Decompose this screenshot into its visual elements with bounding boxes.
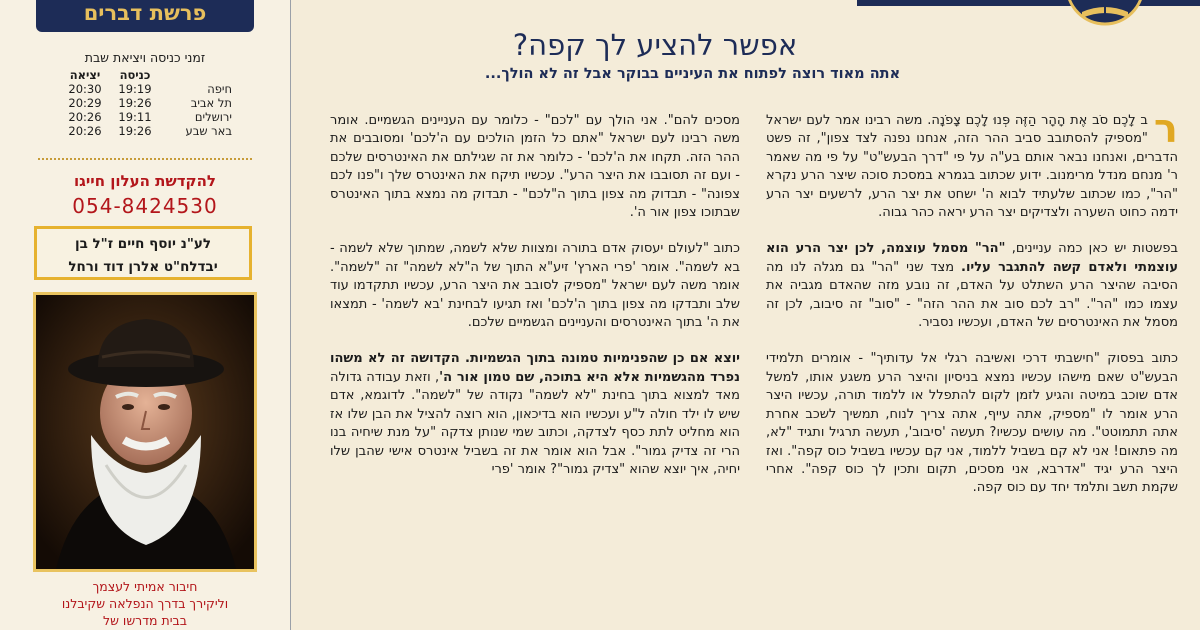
- exit-time: 20:30: [68, 82, 102, 96]
- entry-time: 19:26: [118, 96, 152, 110]
- entry-header: כניסה: [119, 68, 151, 82]
- caption-line: בבית מדרשו של: [102, 613, 187, 628]
- shabbat-times-title: זמני כניסה ויציאת שבת: [84, 50, 206, 65]
- exit-time: 20:26: [68, 110, 102, 124]
- publication-logo-icon: [1060, 0, 1150, 26]
- article-column-right: [766, 106, 1178, 516]
- city-name: ירושלים: [194, 110, 232, 124]
- paragraph: בפשטות יש כאן כמה עניינים, "הר" מסמל עוצמה, לכן יצר הרע הוא עוצמתי ולאדם קשה להתגבר עליו. מצד שני "הר" גם מגלה לנו מה הסיבה שהיצר הרע השתלט על האדם, זה נובע מזה שהאדם מגביה את עצמו כמו "הר". "רב לכם סוב את ההר הזה" - "סוב" זה סיבוב, לכן זה מסמל את האינטרסים של האדם, ועכשיו נסביר.: [766, 241, 1178, 331]
- memorial-line: לע"נ יוסף חיים ז"ל בן: [74, 236, 212, 252]
- entry-time: 19:11: [118, 110, 152, 124]
- exit-header: יציאה: [69, 68, 101, 82]
- sidebar: [0, 0, 290, 630]
- portrait-illustration: [36, 295, 254, 569]
- caption-line: חיבור אמיתי לעצמך: [92, 579, 198, 594]
- exit-time: 20:29: [68, 96, 102, 110]
- city-name: תל אביב: [190, 96, 232, 110]
- caption-line: וליקירך בדרך הנפלאה שקיבלנו: [61, 596, 229, 611]
- article-headline: אפשר להציע לך קפה?: [512, 28, 798, 62]
- shabbat-times-header: [60, 68, 232, 82]
- city-name: באר שבע: [185, 124, 232, 138]
- article-column-left: [330, 112, 740, 497]
- table-row: [60, 82, 232, 96]
- drop-cap: ר: [1153, 106, 1178, 152]
- city-name: חיפה: [207, 82, 232, 96]
- dotted-divider: [38, 158, 252, 160]
- portrait-caption: [36, 578, 254, 629]
- paragraph: כתוב בפסוק "חישבתי דרכי ואשיבה רגלי אל עדותיך" - אומרים תלמידי הבעש"ט שאם מישהו עכשיו נמצא בניסיון והיצר הרע משגע אותו, למשל אדם שוכב במיטה והגיע לזמן לקום להתפלל או ללמוד תורה, עכשיו היצר הרע אומר לו "מספיק, אתה עייף, אתה צריך לנוח, תמשיך לשכב אחרת אתה תתמוטט". מה עושים עכשיו? תעשה 'סיבוב', תעשה תרגיל ותגיד "לא, מה פתאום! אני לא קם בשביל ללמוד, אני קם עכשיו בשביל כוס קפה". ואז היצר הרע יגיד "אדרבא, אני מסכים, תקום ותכין לך כוס קפה". אחרי שקמת תשב ותלמד יחד עם כוס קפה.: [766, 351, 1178, 496]
- paragraph: כתוב "לעולם יעסוק אדם בתורה ומצוות שלא לשמה, שמתוך שלא לשמה - בא לשמה". אומר 'פרי הארץ' זיע"א התוך של ה"לא לשמה" זה "לשמה". אומר משה לעם ישראל "מספיק לסובב את היצר הרע, עכשיו תתקדמו עוד שלב ותבדקו מה צפון בתוך ה'לכם' ואז תגיעו לבחינת 'בא לשמה' - תמצאו את ה' בתוך האינטרסים והעניינים הגשמיים שלכם.: [330, 241, 740, 331]
- table-row: [60, 124, 232, 138]
- column-divider: [290, 0, 291, 630]
- paragraph: יוצא אם כן שהפנימיות טמונה בתוך הגשמיות. הקדושה זה לא משהו נפרד מהגשמיות אלא היא בתוכה, שם טמון אור ה', וזאת עבודה גדולה מאד למצוא בתוך בחינת "לא לשמה" נקודה של "לשמה". לדוגמא, אדם שיש לו ילד חולה ל"ע ועכשיו הוא בדיכאון, הוא רוצה להציל את הבן שלו אז הוא מחליט לתת כסף לצדקה, וכתוב שמי שנותן צדקה "על מנת שיחיה בנו הרי זה צדיק גמור". אבל הוא אומר את זה בשביל אינטרס אישי שהבן שלו יחיה, איך יוצא שהוא "צדיק גמור"? אומר 'פרי: [330, 351, 740, 477]
- dedication-label: להקדשת העלון חייגו: [74, 172, 216, 190]
- entry-time: 19:19: [118, 82, 152, 96]
- rabbi-portrait: [33, 292, 257, 572]
- entry-time: 19:26: [118, 124, 152, 138]
- shabbat-times-table: [60, 68, 232, 138]
- memorial-box: [34, 226, 252, 280]
- memorial-line: יבדלח"ט אלרן דוד ורחל: [68, 259, 218, 275]
- paragraph: ר ב לָכֶם סֹב אֶת הָהָר הַזֶּה פְּנוּ לָכֶם צָפֹנָה. משה רבינו אמר לעם ישראל "מספיק להסתובב סביב ההר הזה, אנחנו נפנה לצד צפון", זה פשט הדברים, ואנחנו נבאר אותם בע"ה על פי "דרך הבעש"ט" על פי מה שאמר ר' מנחם מנדל מרימנוב. ידוע שכתוב בגמרא במסכת סוכה שיצר הרע נקרא "הר", כמו שכתוב שלעתיד לבוא ה' ישחט את יצר הרע, לרשעים יצר הרע ידמה כחוט השערה ולצדיקים יצר הרע יראה כהר גבוה.: [766, 106, 1178, 221]
- emphasis: "הר" מסמל עוצמה, לכן יצר הרע הוא עוצמתי ולאדם קשה להתגבר עליו.: [766, 241, 1178, 275]
- paragraph: מסכים להם". אני הולך עם "לכם" - כלומר עם העניינים הגשמיים. אומר משה רבינו לעם ישראל "אתם כל הזמן הולכים עם ה'לכם' ומסובבים את ההר הזה. תקחו את ה'לכם' - כלומר את זה שגילתם את האינטרסים שלכם - ועם זה תסובבו את היצר הרע". עכשיו תיקח את האינטרס שלך ו"פנו לכם צפונה" - תבדוק מה צפון בתוך ה"לכם" - תבדוק מה נמצא בתוך האינטרס שבתוכו צפון אור ה'.: [330, 113, 740, 221]
- table-row: [60, 96, 232, 110]
- table-row: [60, 110, 232, 124]
- dedication-phone[interactable]: 054-8424530: [72, 194, 218, 218]
- emphasis: יוצא אם כן שהפנימיות טמונה בתוך הגשמיות. הקדושה זה לא משהו נפרד מהגשמיות אלא היא בתוכה, שם טמון אור ה': [330, 351, 740, 385]
- article-subheadline: אתה מאוד רוצה לפתוח את העיניים בבוקר אבל זה לא הולך...: [484, 66, 901, 82]
- exit-time: 20:26: [68, 124, 102, 138]
- parsha-banner: פרשת דברים: [36, 0, 254, 32]
